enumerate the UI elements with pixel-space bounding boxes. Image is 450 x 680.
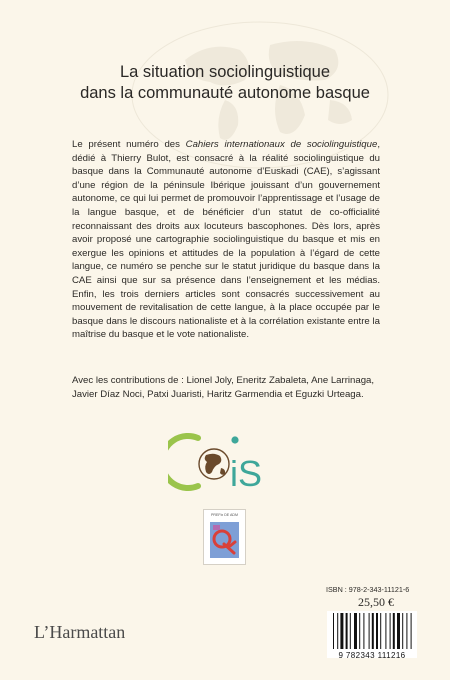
- barcode-bar: [369, 613, 370, 649]
- barcode-bar: [359, 613, 360, 649]
- contributors: Avec les contributions de : Lionel Joly, Eneritz Zabaleta, Ane Larrinaga, Javier Díaz Noci, Patxi Juaristi, Haritz Garmendia et Eguzki Urteaga.: [72, 375, 375, 400]
- cis-logo: [168, 428, 280, 496]
- barcode-bar: [380, 613, 381, 649]
- barcode-bar: [411, 613, 412, 649]
- series-name: Cahiers internationaux de sociolinguistique: [185, 139, 378, 150]
- barcode-bar: [406, 613, 407, 649]
- globe-icon: [199, 449, 229, 479]
- series-badge: [203, 509, 246, 565]
- book-title: [0, 62, 450, 104]
- barcode-bar: [376, 613, 378, 649]
- barcode-bar: [397, 613, 400, 649]
- barcode-bar: [402, 613, 403, 649]
- title-line-1: La situation sociolinguistique: [119, 63, 331, 81]
- title-line-2: dans la communauté autonome basque: [80, 84, 370, 102]
- logo-text: iS: [230, 453, 263, 494]
- isbn: ISBN : 978-2-343-11121-6: [326, 585, 410, 594]
- barcode-bar: [372, 613, 374, 649]
- abstract-art-icon: [210, 522, 239, 558]
- barcode-bar: [354, 613, 357, 649]
- barcode-bar: [363, 613, 364, 649]
- barcode-bar: [337, 613, 338, 649]
- barcode-bar: [333, 613, 334, 649]
- barcode-bar: [390, 613, 391, 649]
- barcode-bar: [393, 613, 395, 649]
- description-rest: , dédié à Thierry Bulot, est consacré à la réalité sociolinguistique du basque dans la Communauté autonome d’Euskadi (CAE), s’agissant d’une région de la péninsule Ibérique jouissant d’un gouvernement autonome, ce qui lui permet de promouvoir l’apprentissage et l’usage de la langue basque, et de bénéficier d’un statut de co-officialité reconnaissant des droits aux locuteurs bascophones. Dès lors, après avoir proposé une cartographie sociolinguistique du basque et mis en exergue les opinions et attitudes de la population à l’égard de cette langue, ce numéro se penche sur le statut juridique du basque dans la CAE ainsi que sur sa présence dans l’enseignement et les médias. Enfin, les trois derniers articles sont consacrés successivement au mouvement de revitalisation de cette langue, à la place occupée par le basque dans le discours nationaliste et à la corrélation existante entre la maîtrise du basque et le vote nationaliste.: [72, 139, 380, 341]
- barcode-number: 9 782343 111216: [338, 651, 406, 660]
- barcode-bar: [340, 613, 343, 649]
- barcode-bar: [346, 613, 348, 649]
- badge-label: PREFix DE ADM: [211, 513, 238, 517]
- book-description: [72, 138, 380, 342]
- publisher-logo: L’Harmattan: [34, 622, 126, 642]
- barcode-bar: [350, 613, 351, 649]
- barcode-bar: [385, 613, 386, 649]
- price: 25,50 €: [358, 595, 394, 609]
- description-intro: Le présent numéro des: [72, 139, 186, 150]
